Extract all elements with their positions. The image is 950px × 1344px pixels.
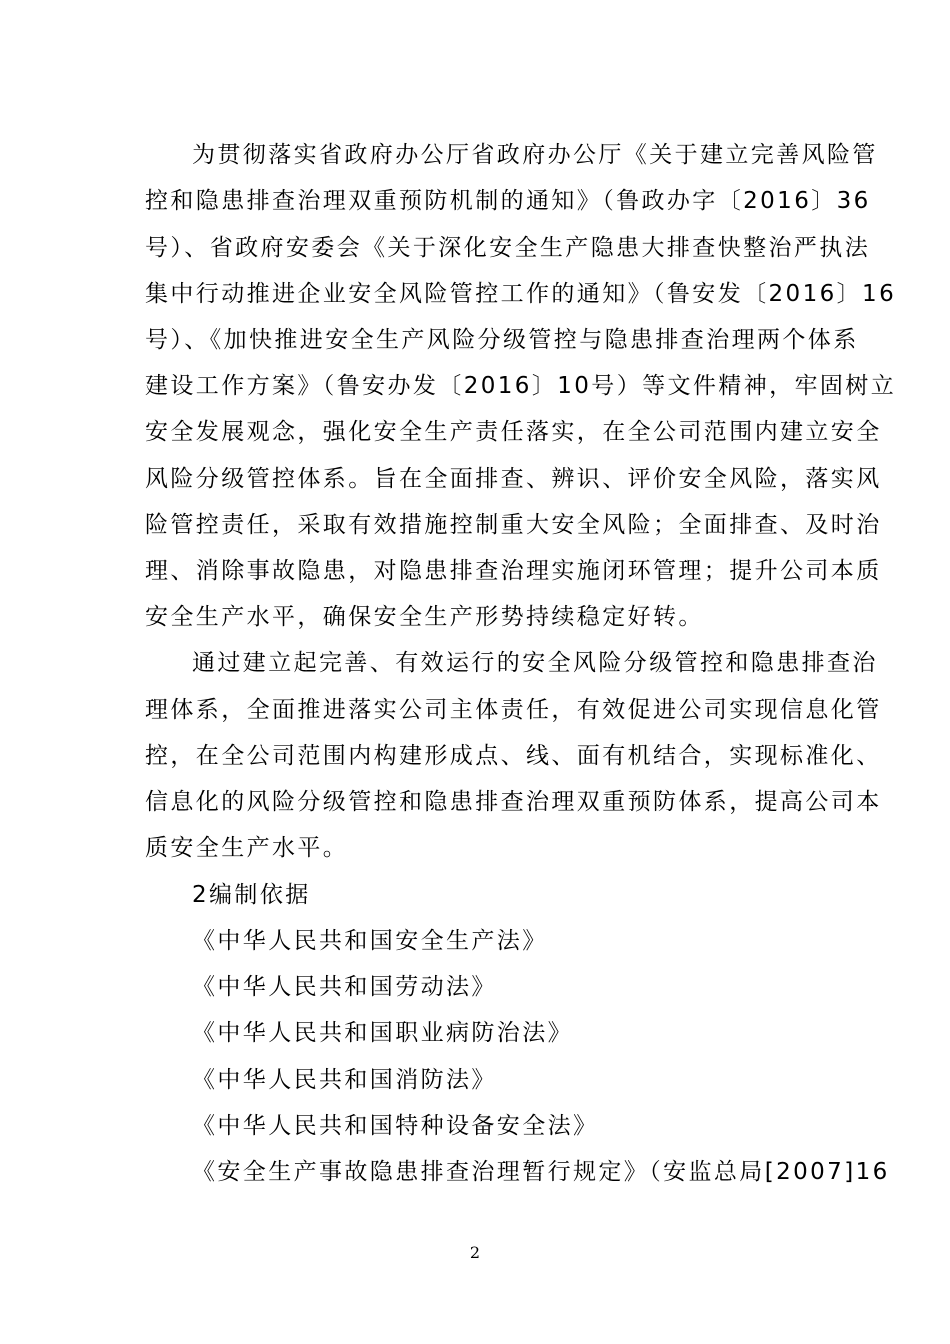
paragraph-line: 为贯彻落实省政府办公厅省政府办公厅《关于建立完善风险管 — [192, 142, 878, 168]
page-number: 2 — [469, 1243, 481, 1262]
paragraph-line: 控和隐患排查治理双重预防机制的通知》（鲁政办字〔2016〕36 — [145, 188, 871, 214]
paragraph-line: 安全发展观念，强化安全生产责任落实，在全公司范围内建立安全 — [145, 419, 882, 445]
paragraph-line: 理体系，全面推进落实公司主体责任，有效促进公司实现信息化管 — [145, 697, 882, 723]
paragraph-line: 号）、《加快推进安全生产风险分级管控与隐患排查治理两个体系 — [145, 327, 859, 353]
paragraph-line: 理、消除事故隐患，对隐患排查治理实施闭环管理；提升公司本质 — [145, 558, 882, 584]
paragraph-line: 安全生产水平，确保安全生产形势持续稳定好转。 — [145, 604, 704, 630]
reference-item: 《中华人民共和国职业病防治法》 — [192, 1020, 573, 1046]
paragraph-line: 控，在全公司范围内构建形成点、线、面有机结合，实现标准化、 — [145, 743, 882, 769]
reference-item: 《安全生产事故隐患排查治理暂行规定》（安监总局[2007]16 — [192, 1159, 890, 1185]
paragraph-line: 质安全生产水平。 — [145, 835, 349, 861]
reference-item: 《中华人民共和国安全生产法》 — [192, 928, 548, 954]
paragraph-line: 集中行动推进企业安全风险管控工作的通知》（鲁安发〔2016〕16 — [145, 281, 897, 307]
section-heading: 2编制依据 — [192, 882, 311, 908]
paragraph-line: 风险分级管控体系。旨在全面排查、辨识、评价安全风险，落实风 — [145, 466, 882, 492]
paragraph-line: 建设工作方案》（鲁安办发〔2016〕10号）等文件精神，牢固树立 — [145, 373, 897, 399]
reference-item: 《中华人民共和国消防法》 — [192, 1067, 497, 1093]
reference-item: 《中华人民共和国劳动法》 — [192, 974, 497, 1000]
paragraph-line: 通过建立起完善、有效运行的安全风险分级管控和隐患排查治 — [192, 650, 878, 676]
reference-item: 《中华人民共和国特种设备安全法》 — [192, 1113, 599, 1139]
paragraph-line: 险管控责任，采取有效措施控制重大安全风险；全面排查、及时治 — [145, 512, 882, 538]
paragraph-line: 信息化的风险分级管控和隐患排查治理双重预防体系，提高公司本 — [145, 789, 882, 815]
paragraph-line: 号）、省政府安委会《关于深化安全生产隐患大排查快整治严执法 — [145, 235, 871, 261]
